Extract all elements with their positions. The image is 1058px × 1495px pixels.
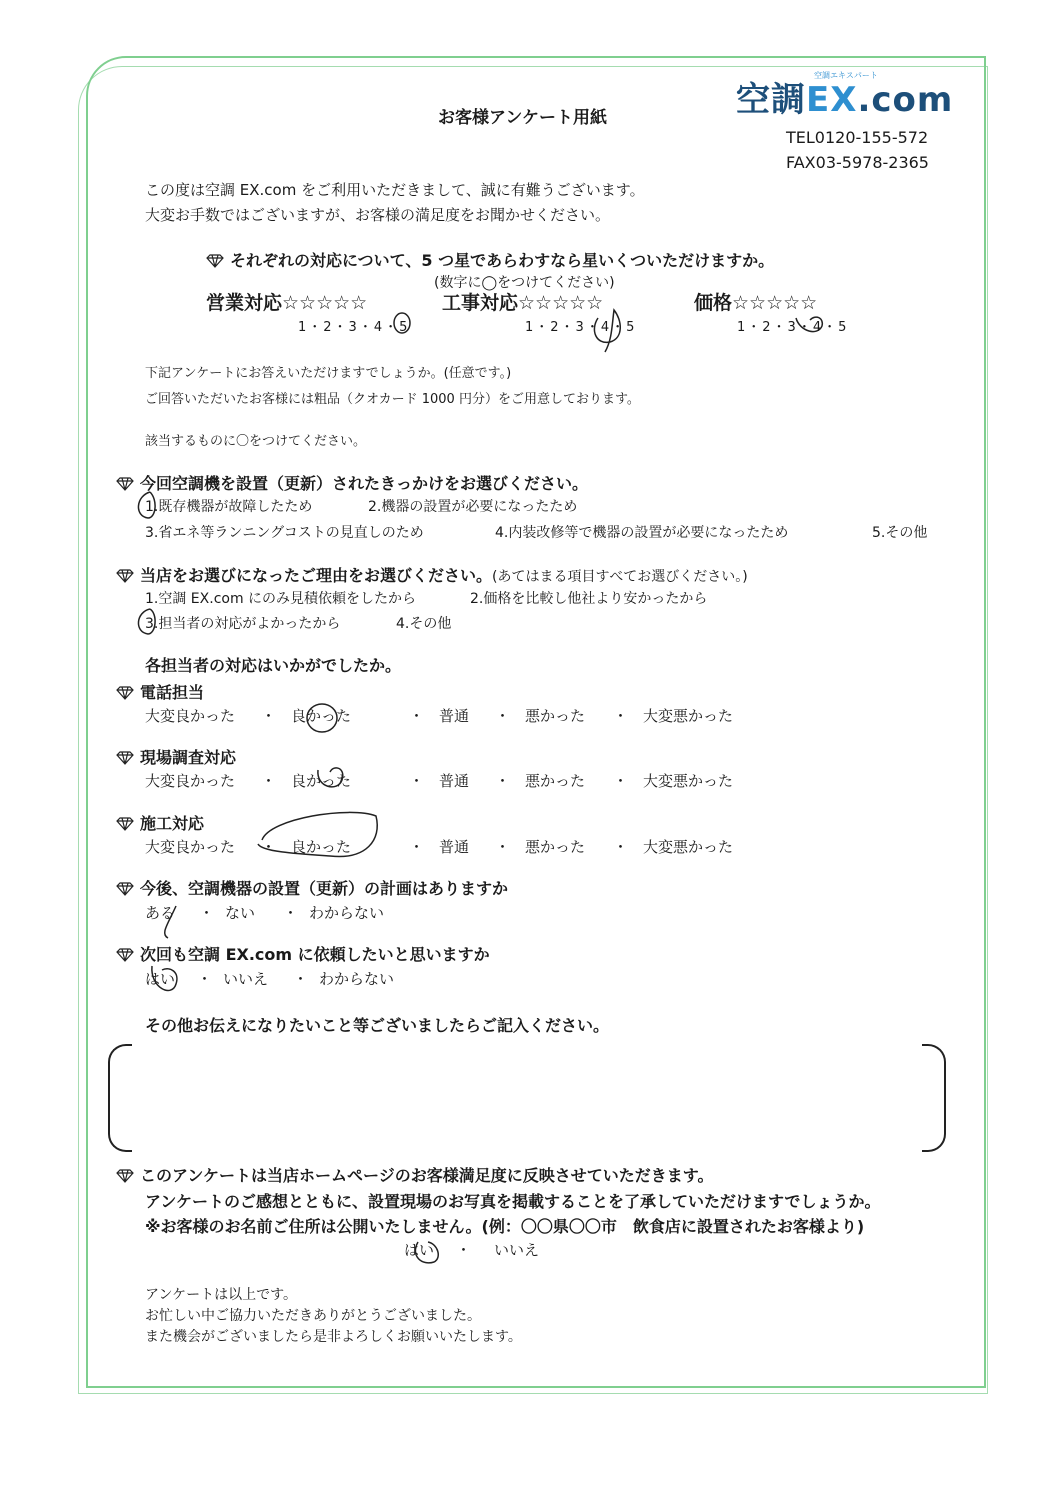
staff-options-survey: 大変良かった ・ 良かった ・ 普通 ・ 悪かった ・ 大変悪かった: [145, 772, 734, 790]
q1-option-1[interactable]: 1.既存機器が故障したため: [145, 499, 313, 515]
closing-line-2: お忙しい中ご協力いただきありがとうございました。: [145, 1308, 481, 1324]
diamond-icon: [116, 1166, 134, 1185]
q-again-heading: 次回も空調 EX.com に依頼したいと思いますか: [116, 942, 490, 965]
option-very-good[interactable]: 大変良かった: [145, 772, 236, 790]
rating-scale-sales[interactable]: 1・2・3・4・5: [298, 320, 410, 335]
logo-ex: EX: [806, 80, 858, 120]
option-very-good[interactable]: 大変良かった: [145, 838, 236, 856]
option-no[interactable]: いいえ: [494, 1241, 540, 1259]
tel-number: TEL0120-155-572: [786, 128, 929, 147]
q1-option-3[interactable]: 3.省エネ等ランニングコストの見直しのため: [145, 525, 424, 541]
rating-scale-construction[interactable]: 1・2・3・4・5: [525, 320, 637, 335]
option-normal[interactable]: 普通: [439, 772, 470, 790]
diamond-icon: [116, 683, 134, 702]
option-normal[interactable]: 普通: [439, 838, 470, 856]
rating-note: (数字に◯をつけてください): [434, 275, 615, 291]
option-yes[interactable]: はい: [404, 1241, 435, 1259]
intro-line-1: この度は空調 EX.com をご利用いただきまして、誠に有難うございます。: [145, 181, 645, 199]
staff-group-survey: 現場調査対応: [116, 745, 236, 768]
option-bad[interactable]: 悪かった: [525, 838, 586, 856]
comment-bracket-left: [108, 1044, 132, 1152]
diamond-icon: [116, 945, 134, 964]
logo: [736, 72, 953, 121]
option-unknown[interactable]: わからない: [319, 970, 395, 988]
q1-heading: 今回空調機を設置（更新）されたきっかけをお選びください。: [116, 471, 588, 494]
staff-group-construction: 施工対応: [116, 811, 204, 834]
q-future-options: ある ・ ない ・ わからない: [145, 904, 385, 922]
option-good[interactable]: 良かった: [291, 707, 352, 725]
comment-bracket-right: [922, 1044, 946, 1152]
rating-label-sales: 営業対応☆☆☆☆☆: [206, 292, 368, 314]
intro-line-2: 大変お手数ではございますが、お客様の満足度をお聞かせください。: [145, 206, 611, 224]
rating-question: それぞれの対応について、5 つ星であらわすなら星いくついただけますか。: [206, 248, 774, 271]
q1-option-4[interactable]: 4.内装改修等で機器の設置が必要になったため: [495, 525, 789, 541]
q2-option-1[interactable]: 1.空調 EX.com にのみ見積依頼をしたから: [145, 591, 417, 607]
page-title: お客様アンケート用紙: [438, 108, 607, 128]
q-again-options: はい ・ いいえ ・ わからない: [145, 970, 395, 988]
option-very-good[interactable]: 大変良かった: [145, 707, 236, 725]
logo-com: .com: [857, 80, 954, 120]
option-yes[interactable]: はい: [145, 970, 176, 988]
staff-options-phone: 大変良かった ・ 良かった ・ 普通 ・ 悪かった ・ 大変悪かった: [145, 707, 734, 725]
option-very-bad[interactable]: 大変悪かった: [643, 772, 734, 790]
option-no[interactable]: いいえ: [223, 970, 269, 988]
diamond-icon: [116, 748, 134, 767]
q-future-heading: 今後、空調機器の設置（更新）の計画はありますか: [116, 876, 508, 899]
option-unknown[interactable]: わからない: [309, 904, 385, 922]
diamond-icon: [116, 814, 134, 833]
option-no-plan[interactable]: ない: [225, 904, 256, 922]
option-bad[interactable]: 悪かった: [525, 707, 586, 725]
option-bad[interactable]: 悪かった: [525, 772, 586, 790]
closing-line-3: また機会がございましたら是非よろしくお願いいたします。: [145, 1329, 522, 1345]
q1-option-2[interactable]: 2.機器の設置が必要になったため: [368, 499, 578, 515]
logo-text: 空調: [736, 80, 806, 120]
survey-intro-2: ご回答いただいたお客様には粗品（クオカード 1000 円分）をご用意しております。: [145, 392, 640, 407]
survey-intro-3: 該当するものに〇をつけてください。: [145, 434, 367, 449]
comments-heading: その他お伝えになりたいこと等ございましたらご記入ください。: [145, 1016, 610, 1035]
fax-number: FAX03-5978-2365: [786, 153, 929, 172]
publish-line-2: アンケートのご感想とともに、設置現場のお写真を掲載することを了承していただけますでしょうか。: [145, 1192, 881, 1211]
rating-label-price: 価格☆☆☆☆☆: [694, 292, 818, 314]
publish-line-1: このアンケートは当店ホームページのお客様満足度に反映させていただきます。: [116, 1163, 713, 1186]
option-very-bad[interactable]: 大変悪かった: [643, 838, 734, 856]
closing-line-1: アンケートは以上です。: [145, 1287, 298, 1303]
staff-heading: 各担当者の対応はいかがでしたか。: [145, 656, 402, 675]
survey-intro-1: 下記アンケートにお答えいただけますでしょうか。(任意です。): [145, 366, 512, 381]
diamond-icon: [116, 879, 134, 898]
option-good[interactable]: 良かった: [291, 838, 352, 856]
q2-heading-note: (あてはまる項目すべてお選びください。): [492, 569, 748, 585]
staff-group-phone: 電話担当: [116, 680, 204, 703]
logo-subtitle: 空調エキスパート: [814, 71, 878, 80]
q2-option-3[interactable]: 3.担当者の対応がよかったから: [145, 616, 341, 632]
q2-option-2[interactable]: 2.価格を比較し他社より安かったから: [470, 591, 708, 607]
q1-option-5[interactable]: 5.その他: [872, 525, 928, 541]
rating-scale-price[interactable]: 1・2・3・4・5: [737, 320, 849, 335]
publish-options: はい ・ いいえ: [404, 1241, 540, 1259]
comment-field[interactable]: [140, 1060, 910, 1140]
diamond-icon: [206, 251, 224, 270]
diamond-icon: [116, 566, 134, 585]
option-good[interactable]: 良かった: [291, 772, 352, 790]
publish-line-3: ※お客様のお名前ご住所は公開いたしません。(例：〇〇県〇〇市 飲食店に設置されたお客様より): [145, 1217, 865, 1236]
q2-heading: 当店をお選びになったご理由をお選びください。(あてはまる項目すべてお選びください。): [116, 563, 748, 586]
rating-label-construction: 工事対応☆☆☆☆☆: [442, 292, 604, 314]
q2-option-4[interactable]: 4.その他: [396, 616, 452, 632]
diamond-icon: [116, 474, 134, 493]
option-yes-plan[interactable]: ある: [145, 904, 176, 922]
option-normal[interactable]: 普通: [439, 707, 470, 725]
option-very-bad[interactable]: 大変悪かった: [643, 707, 734, 725]
staff-options-construction: 大変良かった ・ 良かった ・ 普通 ・ 悪かった ・ 大変悪かった: [145, 838, 734, 856]
